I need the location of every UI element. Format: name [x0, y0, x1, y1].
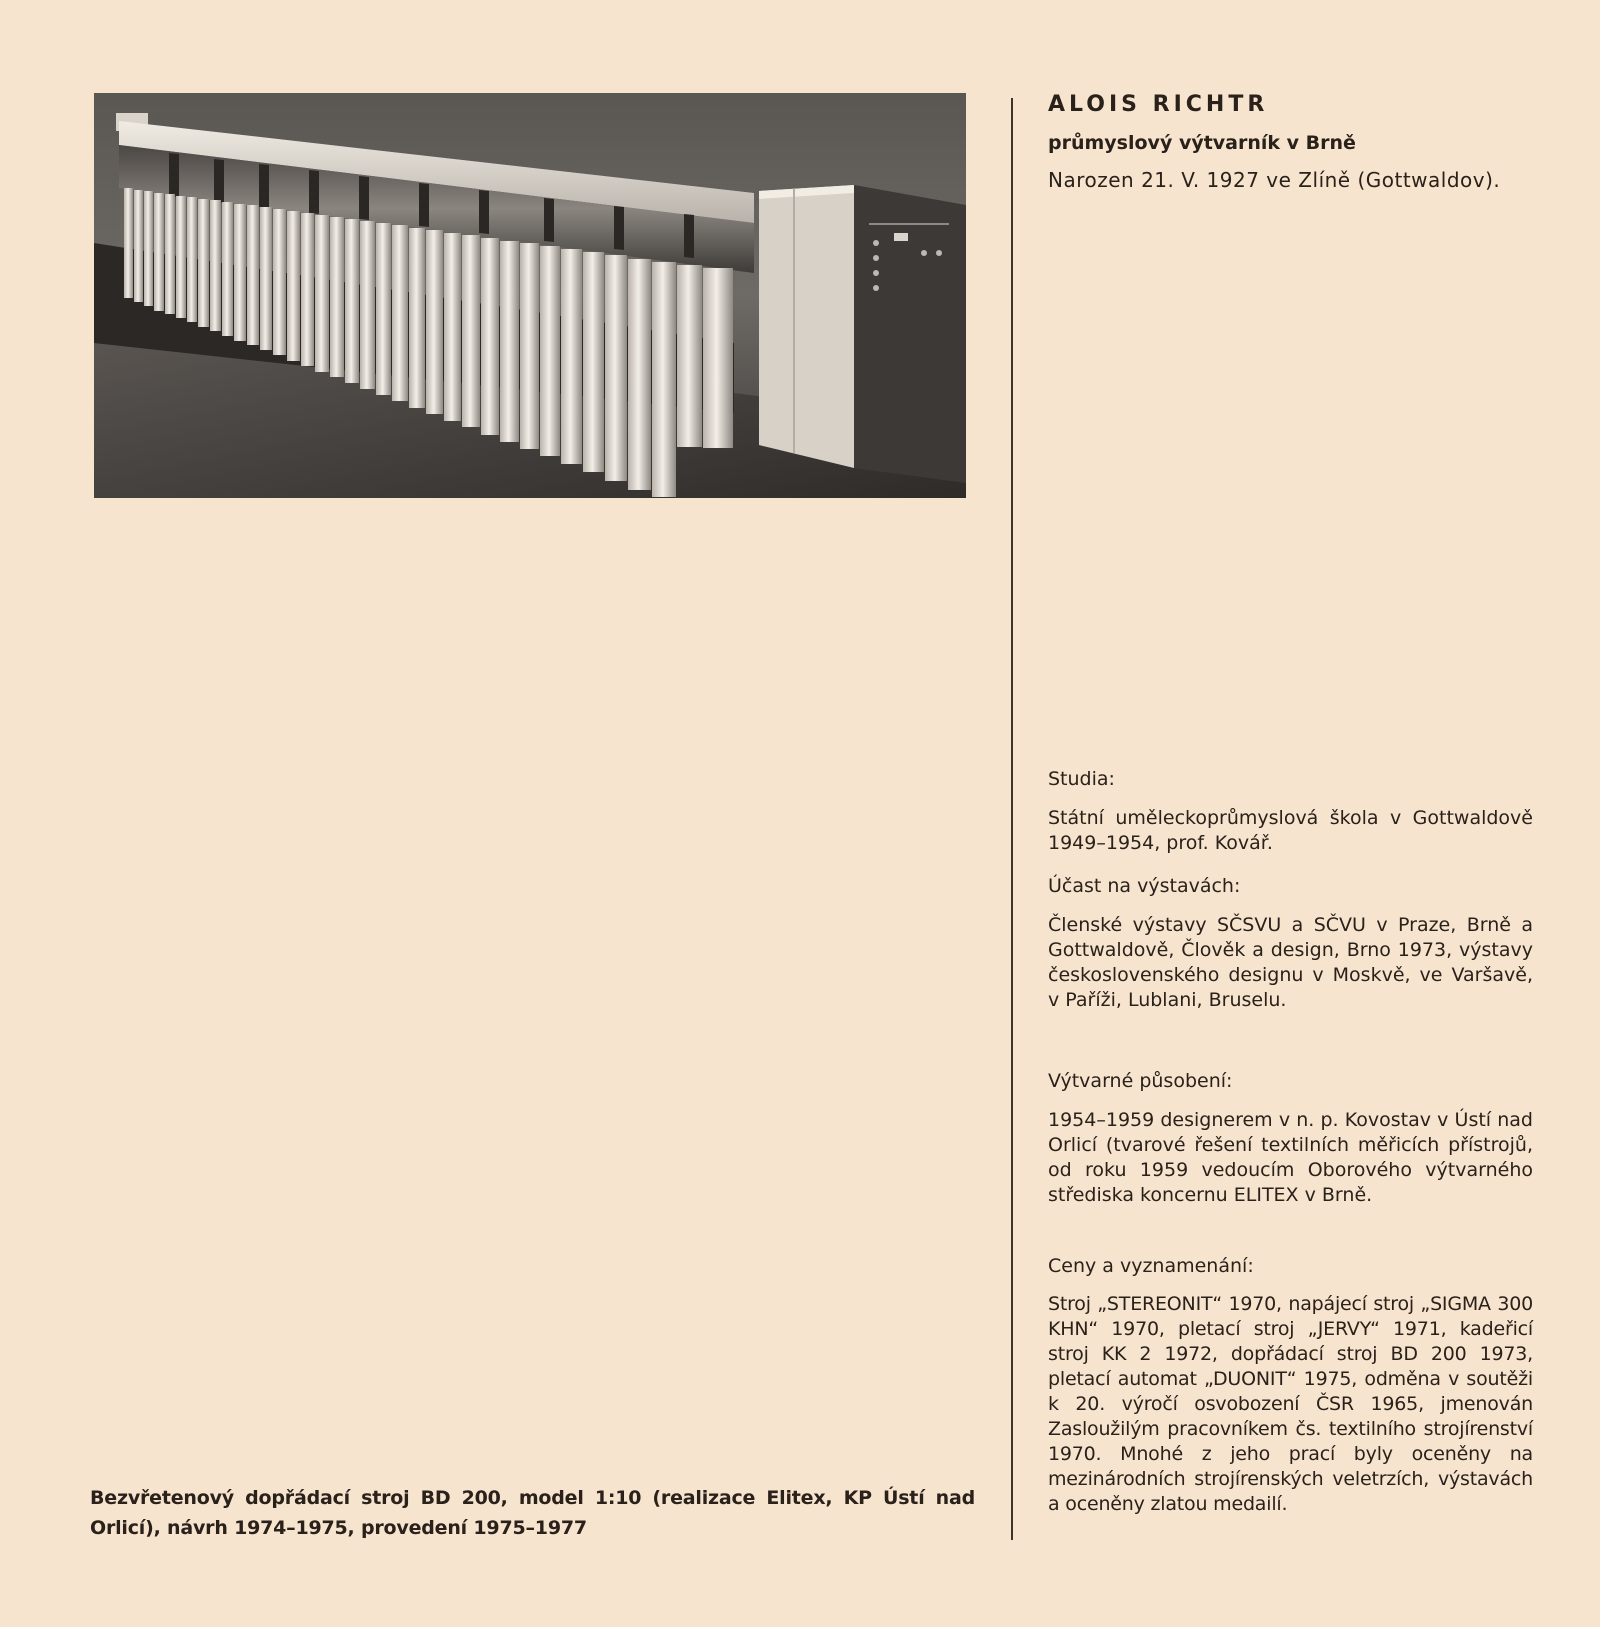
- section-label-ceny: Ceny a vyznamenání:: [1048, 1255, 1254, 1277]
- author-birth: Narozen 21. V. 1927 ve Zlíně (Gottwaldov).: [1048, 168, 1501, 192]
- section-label-studia: Studia:: [1048, 768, 1115, 790]
- section-text-ceny: Stroj „STEREONIT“ 1970, napájecí stroj „SIGMA 300 KHN“ 1970, pletací stroj „JERVY“ 1971, kadeřicí stroj KK 2 1972, dopřádací stroj BD 200 1973, pletací automat „DUONIT“ 1975, odměna v soutěži k 20. výročí osvobození ČSR 1965, jmenován Zasloužilým pracovníkem čs. textilního strojírenství 1970. Mnohé z jeho prací byly oceněny na mezinárodních strojírenských veletrzích, výstavách a oceněny zlatou medailí.: [1048, 1293, 1533, 1515]
- section-text-pusobeni: 1954–1959 designerem v n. p. Kovostav v Ústí nad Orlicí (tvarové řešení textilních měřicích přístrojů, od roku 1959 vedoucím Oborového výtvarného střediska koncernu ELITEX v Brně.: [1048, 1109, 1533, 1206]
- author-role: průmyslový výtvarník v Brně: [1048, 132, 1356, 154]
- column-divider: [1011, 98, 1013, 1540]
- section-label-ucast: Účast na výstavách:: [1048, 875, 1241, 897]
- machine-model-image: [94, 93, 966, 498]
- section-label-pusobeni: Výtvarné působení:: [1048, 1070, 1233, 1092]
- author-name: ALOIS RICHTR: [1048, 92, 1269, 117]
- machine-photo: [94, 93, 966, 498]
- section-text-studia: Státní uměleckoprůmyslová škola v Gottwaldově 1949–1954, prof. Kovář.: [1048, 807, 1533, 854]
- photo-caption: Bezvřetenový dopřádací stroj BD 200, model 1:10 (realizace Elitex, KP Ústí nad Orlicí), návrh 1974–1975, provedení 1975–1977: [90, 1487, 975, 1539]
- section-text-ucast: Členské výstavy SČSVU a SČVU v Praze, Brně a Gottwaldově, Člověk a design, Brno 1973, výstavy československého designu v Moskvě, ve Varšavě, v Paříži, Lublani, Bruselu.: [1048, 914, 1533, 1011]
